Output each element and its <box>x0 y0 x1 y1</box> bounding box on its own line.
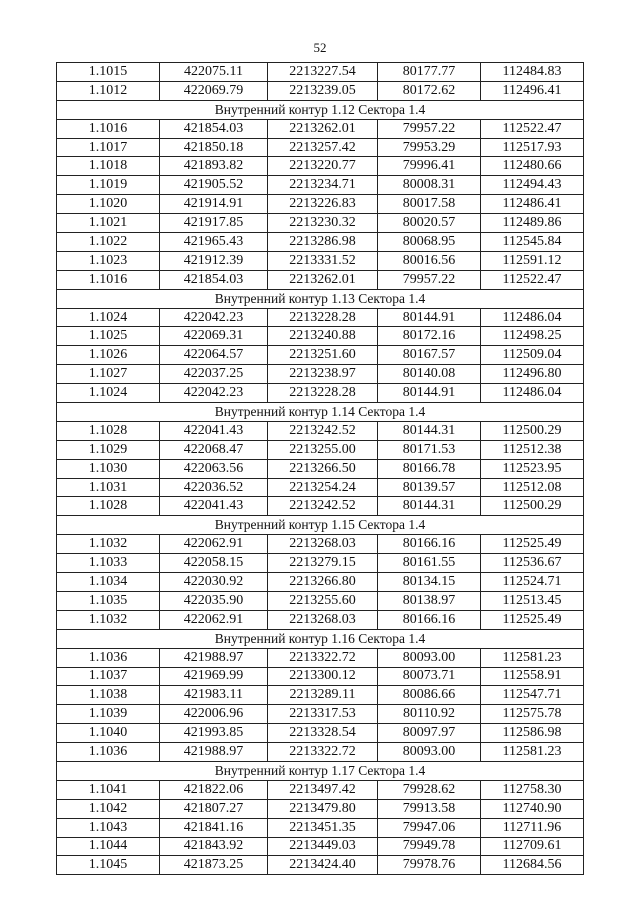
local-y-cell: 112480.66 <box>481 157 584 176</box>
point-id-cell: 1.1033 <box>57 554 160 573</box>
contour-header-row <box>57 403 584 422</box>
x-coordinate-cell: 422006.96 <box>160 705 268 724</box>
point-id-cell: 1.1016 <box>57 119 160 138</box>
point-id-cell: 1.1020 <box>57 195 160 214</box>
point-id-cell: 1.1024 <box>57 308 160 327</box>
x-coordinate-cell: 421893.82 <box>160 157 268 176</box>
local-x-cell: 80177.77 <box>378 63 481 82</box>
local-x-cell: 79949.78 <box>378 837 481 856</box>
x-coordinate-cell: 422069.31 <box>160 327 268 346</box>
local-y-cell: 112500.29 <box>481 421 584 440</box>
x-coordinate-cell: 421905.52 <box>160 176 268 195</box>
y-coordinate-cell: 2213238.97 <box>268 365 378 384</box>
point-id-cell: 1.1024 <box>57 384 160 403</box>
table-row <box>57 81 584 100</box>
point-id-cell: 1.1038 <box>57 686 160 705</box>
x-coordinate-cell: 422035.90 <box>160 591 268 610</box>
table-row <box>57 535 584 554</box>
table-row <box>57 365 584 384</box>
y-coordinate-cell: 2213322.72 <box>268 743 378 762</box>
point-id-cell: 1.1036 <box>57 648 160 667</box>
local-y-cell: 112591.12 <box>481 251 584 270</box>
local-y-cell: 112500.29 <box>481 497 584 516</box>
y-coordinate-cell: 2213266.50 <box>268 459 378 478</box>
table-row <box>57 610 584 629</box>
local-x-cell: 79957.22 <box>378 119 481 138</box>
table-row <box>57 63 584 82</box>
y-coordinate-cell: 2213227.54 <box>268 63 378 82</box>
x-coordinate-cell: 422075.11 <box>160 63 268 82</box>
y-coordinate-cell: 2213242.52 <box>268 421 378 440</box>
y-coordinate-cell: 2213479.80 <box>268 799 378 818</box>
local-x-cell: 80144.31 <box>378 497 481 516</box>
local-x-cell: 80172.16 <box>378 327 481 346</box>
local-y-cell: 112711.96 <box>481 818 584 837</box>
page-number: 52 <box>313 40 327 55</box>
local-y-cell: 112525.49 <box>481 535 584 554</box>
table-row <box>57 327 584 346</box>
x-coordinate-cell: 421912.39 <box>160 251 268 270</box>
x-coordinate-cell: 422062.91 <box>160 535 268 554</box>
point-id-cell: 1.1031 <box>57 478 160 497</box>
point-id-cell: 1.1016 <box>57 270 160 289</box>
x-coordinate-cell: 421969.99 <box>160 667 268 686</box>
x-coordinate-cell: 422063.56 <box>160 459 268 478</box>
table-row <box>57 743 584 762</box>
y-coordinate-cell: 2213242.52 <box>268 497 378 516</box>
table-row <box>57 799 584 818</box>
point-id-cell: 1.1032 <box>57 610 160 629</box>
point-id-cell: 1.1015 <box>57 63 160 82</box>
local-x-cell: 80144.91 <box>378 308 481 327</box>
local-x-cell: 80073.71 <box>378 667 481 686</box>
table-row <box>57 497 584 516</box>
local-x-cell: 80139.57 <box>378 478 481 497</box>
y-coordinate-cell: 2213257.42 <box>268 138 378 157</box>
coordinates-table <box>56 62 584 875</box>
table-row <box>57 856 584 875</box>
point-id-cell: 1.1030 <box>57 459 160 478</box>
point-id-cell: 1.1028 <box>57 497 160 516</box>
contour-header-row <box>57 516 584 535</box>
table-row <box>57 459 584 478</box>
x-coordinate-cell: 422030.92 <box>160 573 268 592</box>
coordinates-table-body <box>57 63 584 875</box>
table-row <box>57 440 584 459</box>
local-x-cell: 80093.00 <box>378 648 481 667</box>
point-id-cell: 1.1027 <box>57 365 160 384</box>
local-x-cell: 80110.92 <box>378 705 481 724</box>
local-y-cell: 112524.71 <box>481 573 584 592</box>
y-coordinate-cell: 2213251.60 <box>268 346 378 365</box>
y-coordinate-cell: 2213239.05 <box>268 81 378 100</box>
point-id-cell: 1.1039 <box>57 705 160 724</box>
point-id-cell: 1.1034 <box>57 573 160 592</box>
local-y-cell: 112494.43 <box>481 176 584 195</box>
point-id-cell: 1.1041 <box>57 780 160 799</box>
local-x-cell: 79996.41 <box>378 157 481 176</box>
local-x-cell: 79978.76 <box>378 856 481 875</box>
local-x-cell: 80008.31 <box>378 176 481 195</box>
local-y-cell: 112486.04 <box>481 308 584 327</box>
local-x-cell: 80020.57 <box>378 214 481 233</box>
local-y-cell: 112509.04 <box>481 346 584 365</box>
table-row <box>57 157 584 176</box>
y-coordinate-cell: 2213300.12 <box>268 667 378 686</box>
contour-title: Внутренний контур 1.13 Сектора 1.4 <box>57 289 584 308</box>
y-coordinate-cell: 2213240.88 <box>268 327 378 346</box>
local-y-cell: 112547.71 <box>481 686 584 705</box>
local-y-cell: 112525.49 <box>481 610 584 629</box>
table-row <box>57 270 584 289</box>
x-coordinate-cell: 421914.91 <box>160 195 268 214</box>
local-y-cell: 112486.41 <box>481 195 584 214</box>
local-y-cell: 112523.95 <box>481 459 584 478</box>
local-y-cell: 112575.78 <box>481 705 584 724</box>
local-x-cell: 80138.97 <box>378 591 481 610</box>
local-x-cell: 80016.56 <box>378 251 481 270</box>
table-row <box>57 138 584 157</box>
y-coordinate-cell: 2213331.52 <box>268 251 378 270</box>
point-id-cell: 1.1045 <box>57 856 160 875</box>
x-coordinate-cell: 421843.92 <box>160 837 268 856</box>
local-y-cell: 112522.47 <box>481 270 584 289</box>
local-x-cell: 79953.29 <box>378 138 481 157</box>
local-y-cell: 112684.56 <box>481 856 584 875</box>
local-x-cell: 79928.62 <box>378 780 481 799</box>
local-x-cell: 80093.00 <box>378 743 481 762</box>
x-coordinate-cell: 421983.11 <box>160 686 268 705</box>
local-x-cell: 80172.62 <box>378 81 481 100</box>
table-row <box>57 667 584 686</box>
local-y-cell: 112545.84 <box>481 233 584 252</box>
x-coordinate-cell: 421841.16 <box>160 818 268 837</box>
y-coordinate-cell: 2213234.71 <box>268 176 378 195</box>
x-coordinate-cell: 421988.97 <box>160 743 268 762</box>
table-row <box>57 251 584 270</box>
x-coordinate-cell: 422058.15 <box>160 554 268 573</box>
x-coordinate-cell: 421854.03 <box>160 270 268 289</box>
point-id-cell: 1.1023 <box>57 251 160 270</box>
y-coordinate-cell: 2213279.15 <box>268 554 378 573</box>
local-x-cell: 80166.16 <box>378 535 481 554</box>
local-x-cell: 79957.22 <box>378 270 481 289</box>
local-x-cell: 80144.31 <box>378 421 481 440</box>
y-coordinate-cell: 2213424.40 <box>268 856 378 875</box>
point-id-cell: 1.1040 <box>57 724 160 743</box>
local-y-cell: 112512.38 <box>481 440 584 459</box>
local-y-cell: 112486.04 <box>481 384 584 403</box>
y-coordinate-cell: 2213266.80 <box>268 573 378 592</box>
contour-header-row <box>57 289 584 308</box>
table-row <box>57 384 584 403</box>
x-coordinate-cell: 421822.06 <box>160 780 268 799</box>
point-id-cell: 1.1032 <box>57 535 160 554</box>
local-y-cell: 112581.23 <box>481 743 584 762</box>
x-coordinate-cell: 422041.43 <box>160 421 268 440</box>
table-row <box>57 705 584 724</box>
point-id-cell: 1.1021 <box>57 214 160 233</box>
x-coordinate-cell: 421917.85 <box>160 214 268 233</box>
table-row <box>57 780 584 799</box>
local-y-cell: 112489.86 <box>481 214 584 233</box>
y-coordinate-cell: 2213228.28 <box>268 384 378 403</box>
contour-title: Внутренний контур 1.17 Сектора 1.4 <box>57 761 584 780</box>
y-coordinate-cell: 2213317.53 <box>268 705 378 724</box>
point-id-cell: 1.1028 <box>57 421 160 440</box>
local-x-cell: 80134.15 <box>378 573 481 592</box>
y-coordinate-cell: 2213230.32 <box>268 214 378 233</box>
table-row <box>57 195 584 214</box>
local-y-cell: 112496.41 <box>481 81 584 100</box>
local-x-cell: 80171.53 <box>378 440 481 459</box>
local-y-cell: 112558.91 <box>481 667 584 686</box>
local-y-cell: 112740.90 <box>481 799 584 818</box>
x-coordinate-cell: 422064.57 <box>160 346 268 365</box>
local-y-cell: 112522.47 <box>481 119 584 138</box>
y-coordinate-cell: 2213286.98 <box>268 233 378 252</box>
x-coordinate-cell: 422068.47 <box>160 440 268 459</box>
point-id-cell: 1.1043 <box>57 818 160 837</box>
point-id-cell: 1.1018 <box>57 157 160 176</box>
table-row <box>57 119 584 138</box>
point-id-cell: 1.1029 <box>57 440 160 459</box>
table-row <box>57 591 584 610</box>
contour-header-row <box>57 761 584 780</box>
point-id-cell: 1.1037 <box>57 667 160 686</box>
x-coordinate-cell: 422042.23 <box>160 384 268 403</box>
table-row <box>57 837 584 856</box>
point-id-cell: 1.1025 <box>57 327 160 346</box>
local-x-cell: 80167.57 <box>378 346 481 365</box>
local-x-cell: 79947.06 <box>378 818 481 837</box>
local-y-cell: 112709.61 <box>481 837 584 856</box>
local-x-cell: 80166.16 <box>378 610 481 629</box>
local-y-cell: 112513.45 <box>481 591 584 610</box>
y-coordinate-cell: 2213254.24 <box>268 478 378 497</box>
x-coordinate-cell: 421807.27 <box>160 799 268 818</box>
y-coordinate-cell: 2213228.28 <box>268 308 378 327</box>
y-coordinate-cell: 2213262.01 <box>268 270 378 289</box>
table-row <box>57 346 584 365</box>
local-y-cell: 112586.98 <box>481 724 584 743</box>
point-id-cell: 1.1042 <box>57 799 160 818</box>
x-coordinate-cell: 422069.79 <box>160 81 268 100</box>
point-id-cell: 1.1022 <box>57 233 160 252</box>
y-coordinate-cell: 2213220.77 <box>268 157 378 176</box>
table-row <box>57 478 584 497</box>
contour-title: Внутренний контур 1.14 Сектора 1.4 <box>57 403 584 422</box>
table-row <box>57 818 584 837</box>
y-coordinate-cell: 2213268.03 <box>268 535 378 554</box>
contour-title: Внутренний контур 1.15 Сектора 1.4 <box>57 516 584 535</box>
y-coordinate-cell: 2213497.42 <box>268 780 378 799</box>
local-x-cell: 80086.66 <box>378 686 481 705</box>
local-y-cell: 112484.83 <box>481 63 584 82</box>
table-row <box>57 214 584 233</box>
y-coordinate-cell: 2213255.00 <box>268 440 378 459</box>
local-x-cell: 80017.58 <box>378 195 481 214</box>
local-y-cell: 112498.25 <box>481 327 584 346</box>
table-row <box>57 421 584 440</box>
contour-title: Внутренний контур 1.12 Сектора 1.4 <box>57 100 584 119</box>
point-id-cell: 1.1035 <box>57 591 160 610</box>
x-coordinate-cell: 421854.03 <box>160 119 268 138</box>
table-row <box>57 233 584 252</box>
local-y-cell: 112496.80 <box>481 365 584 384</box>
local-y-cell: 112517.93 <box>481 138 584 157</box>
local-x-cell: 80068.95 <box>378 233 481 252</box>
x-coordinate-cell: 421965.43 <box>160 233 268 252</box>
x-coordinate-cell: 422042.23 <box>160 308 268 327</box>
local-x-cell: 80166.78 <box>378 459 481 478</box>
local-y-cell: 112758.30 <box>481 780 584 799</box>
x-coordinate-cell: 422037.25 <box>160 365 268 384</box>
x-coordinate-cell: 422041.43 <box>160 497 268 516</box>
point-id-cell: 1.1019 <box>57 176 160 195</box>
y-coordinate-cell: 2213328.54 <box>268 724 378 743</box>
local-x-cell: 80140.08 <box>378 365 481 384</box>
y-coordinate-cell: 2213451.35 <box>268 818 378 837</box>
table-row <box>57 176 584 195</box>
point-id-cell: 1.1012 <box>57 81 160 100</box>
y-coordinate-cell: 2213255.60 <box>268 591 378 610</box>
point-id-cell: 1.1017 <box>57 138 160 157</box>
y-coordinate-cell: 2213449.03 <box>268 837 378 856</box>
x-coordinate-cell: 421850.18 <box>160 138 268 157</box>
local-y-cell: 112581.23 <box>481 648 584 667</box>
local-x-cell: 80161.55 <box>378 554 481 573</box>
table-row <box>57 573 584 592</box>
point-id-cell: 1.1036 <box>57 743 160 762</box>
contour-title: Внутренний контур 1.16 Сектора 1.4 <box>57 629 584 648</box>
local-x-cell: 80097.97 <box>378 724 481 743</box>
local-x-cell: 80144.91 <box>378 384 481 403</box>
point-id-cell: 1.1044 <box>57 837 160 856</box>
x-coordinate-cell: 421873.25 <box>160 856 268 875</box>
y-coordinate-cell: 2213268.03 <box>268 610 378 629</box>
y-coordinate-cell: 2213289.11 <box>268 686 378 705</box>
y-coordinate-cell: 2213262.01 <box>268 119 378 138</box>
table-row <box>57 686 584 705</box>
contour-header-row <box>57 100 584 119</box>
y-coordinate-cell: 2213226.83 <box>268 195 378 214</box>
local-x-cell: 79913.58 <box>378 799 481 818</box>
contour-header-row <box>57 629 584 648</box>
table-row <box>57 554 584 573</box>
table-row <box>57 724 584 743</box>
x-coordinate-cell: 422036.52 <box>160 478 268 497</box>
point-id-cell: 1.1026 <box>57 346 160 365</box>
local-y-cell: 112536.67 <box>481 554 584 573</box>
x-coordinate-cell: 421993.85 <box>160 724 268 743</box>
local-y-cell: 112512.08 <box>481 478 584 497</box>
x-coordinate-cell: 421988.97 <box>160 648 268 667</box>
table-row <box>57 648 584 667</box>
x-coordinate-cell: 422062.91 <box>160 610 268 629</box>
table-row <box>57 308 584 327</box>
y-coordinate-cell: 2213322.72 <box>268 648 378 667</box>
